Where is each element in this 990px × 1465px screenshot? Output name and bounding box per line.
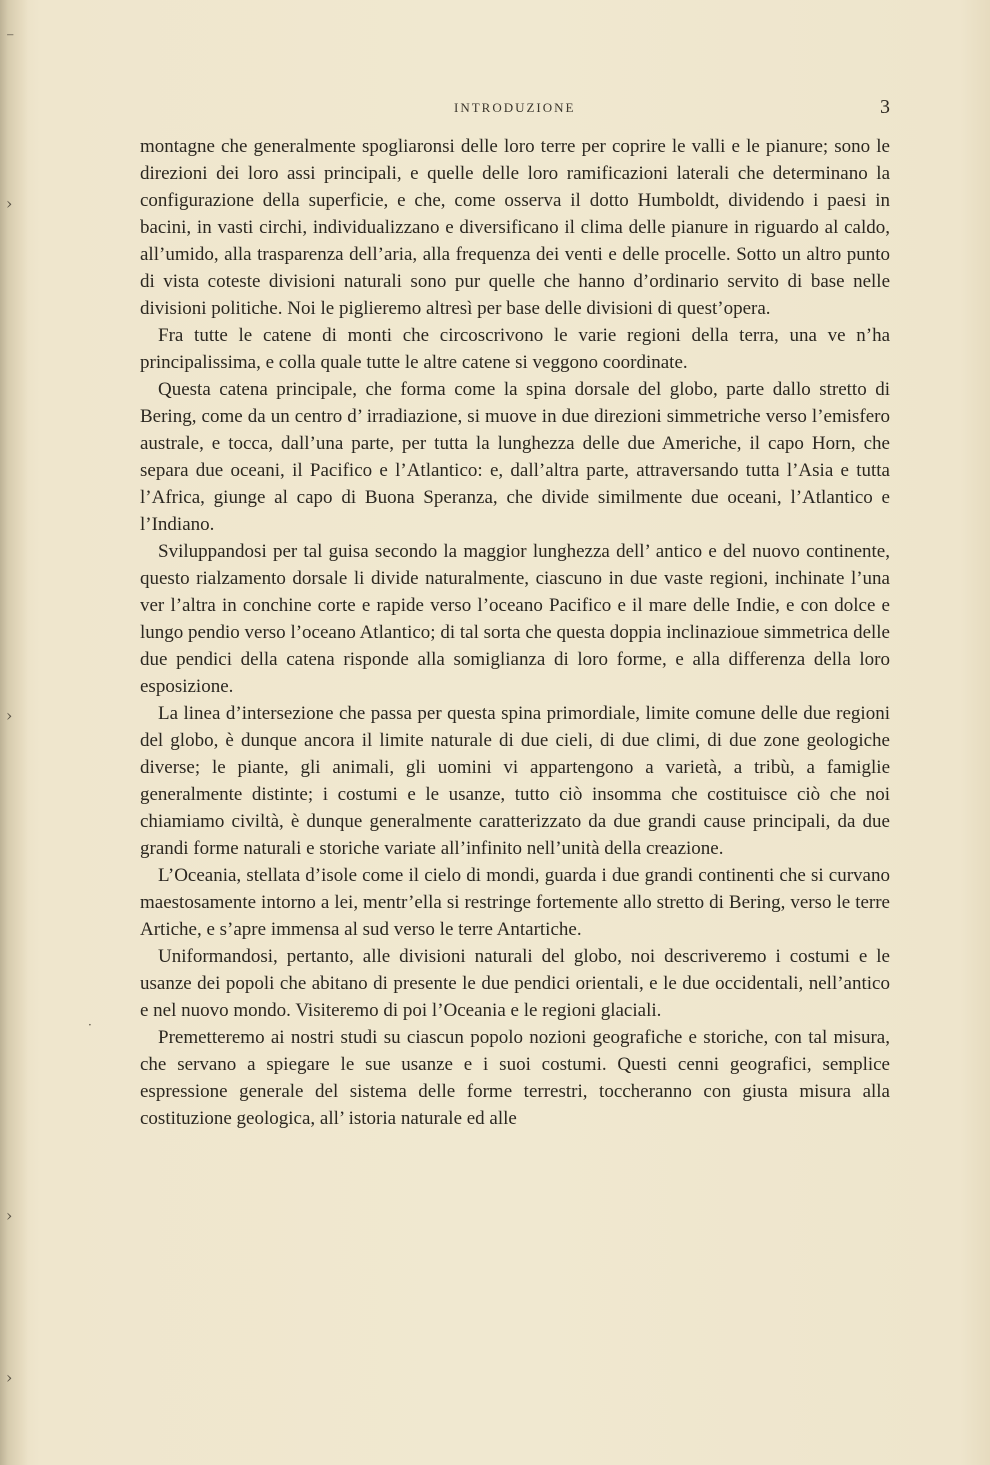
page-gutter [0, 0, 28, 1465]
page-number: 3 [880, 96, 890, 118]
ink-speck: · [88, 1018, 92, 1032]
paragraph: L’Oceania, stellata d’isole come il cielo di mondi, guarda i due grandi continenti che si curvano maestosamente intorno a lei, mentr’ella si restringe fortemente allo stretto di Bering, verso le terre Artiche, e s’apre immensa al sud verso le terre Antartiche. [140, 865, 890, 940]
paragraph: Questa catena principale, che forma come la spina dorsale del globo, parte dallo stretto di Bering, come da un centro d’ irradiazione, si muove in due direzioni simmetriche verso l’emisfero australe, e tocca, dall’una parte, per tutta la lunghezza delle due Americhe, il capo Horn, che separa due oceani, il Pacifico e l’Atlantico: e, dall’altra parte, attraversando tutta l’Asia e tutta l’Africa, giunge al capo di Buona Speranza, che divide similmente due oceani, l’Atlantico e l’Indiano. [140, 379, 890, 535]
paragraph: Premetteremo ai nostri studi su ciascun popolo nozioni geografiche e storiche, con tal misura, che servano a spiegare le sue usanze e i suoi costumi. Questi cenni geografici, semplice espressione generale del sistema delle forme terrestri, toccheranno con giusta misura alla costituzione geologica, all’ istoria naturale ed alle [140, 1027, 890, 1129]
paragraph: montagne che generalmente spogliaronsi delle loro terre per coprire le valli e le pianure; sono le direzioni dei loro assi principali, e quelle delle loro ramificazioni laterali che determinano la configurazione della superficie, e che, come osserva il dotto Humboldt, dividendo i paesi in bacini, in vasti circhi, individualizzano e diversificano il clima delle pianure in riguardo al caldo, all’umido, alla trasparenza dell’aria, alla frequenza dei venti e delle procelle. Sotto un altro punto di vista coteste divisioni naturali sono pur quelle che hanno d’ordinario servito di base nelle divisioni politiche. Noi le piglieremo altresì per base delle divisioni di quest’opera. [140, 136, 890, 319]
running-title: INTRODUZIONE [454, 100, 576, 115]
gutter-tick-mark: › [6, 1206, 13, 1225]
paragraph: La linea d’intersezione che passa per questa spina primordiale, limite comune delle due regioni del globo, è dunque ancora il limite naturale di due cieli, di due climi, di due zone geologiche diverse; le piante, gli animali, gli uomini vi appartengono a varietà, a tribù, a famiglie generalmente distinte; i costumi e le usanze, tutto ciò insomma che costituisce ciò che noi chiamiamo civiltà, è dunque generalmente caratterizzato da due grandi cause principali, da due grandi forme naturali e storiche variate all’infinito nell’unità della creazione. [140, 703, 890, 859]
paragraph: Sviluppandosi per tal guisa secondo la maggior lunghezza dell’ antico e del nuovo continente, questo rialzamento dorsale li divide naturalmente, ciascuno in due vaste regioni, inchinate l’una ver l’altra in conchine corte e rapide verso l’oceano Pacifico e il mare delle Indie, e con dolce e lungo pendio verso l’oceano Atlantico; di tal sorta che questa doppia inclinazioue simmetrica delle due pendici della catena risponde alla somiglianza di loro forme, e alla differenza della loro esposizione. [140, 541, 890, 697]
gutter-tick-mark: › [6, 706, 13, 725]
running-head [140, 96, 890, 120]
paragraph: Uniformandosi, pertanto, alle divisioni naturali del globo, noi descriveremo i costumi e le usanze dei popoli che abitano di presente le due pendici orientali, e le due occidentali, nell’antico e nel nuovo mondo. Visiteremo di poi l’Oceania e le regioni glaciali. [140, 946, 890, 1021]
gutter-tick-mark: › [6, 194, 13, 213]
gutter-tick-mark: › [6, 1368, 13, 1387]
paragraph: Fra tutte le catene di monti che circoscrivono le varie regioni della terra, una ve n’ha principalissima, e colla quale tutte le altre catene si veggono coordinate. [140, 325, 890, 373]
body-text [140, 133, 890, 1132]
gutter-tick-mark: ⁻ [6, 28, 15, 47]
